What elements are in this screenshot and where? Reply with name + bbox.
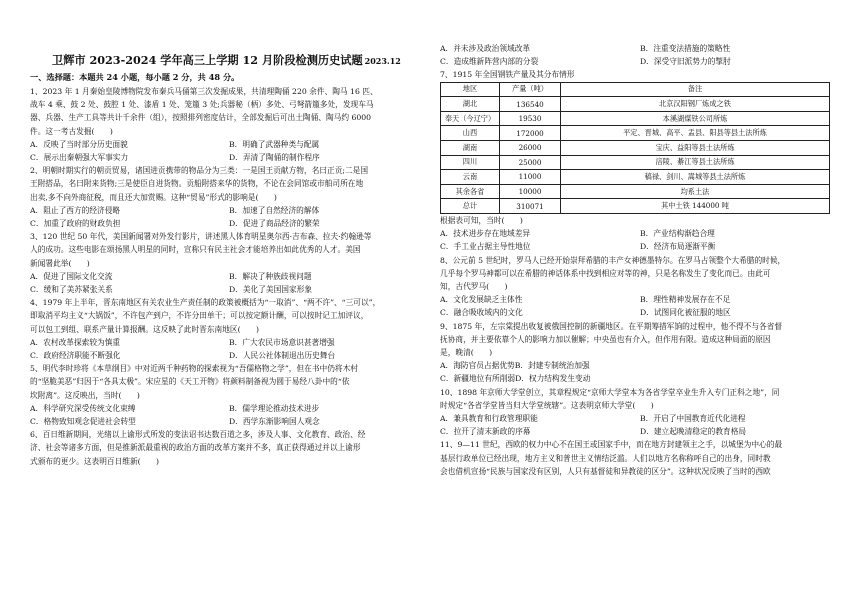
question-stem: 7、1915 年全国钢铁产量及其分布情形 [440, 70, 575, 80]
table-cell: 奉天（今辽宁） [441, 111, 500, 126]
table-header: 地区 [441, 82, 500, 97]
question-8 [440, 254, 840, 320]
question-stem: 知，古代罗马( ) [440, 281, 508, 291]
table-cell: 172000 [500, 126, 561, 141]
option-a[interactable]: A．农村改革探索较为慎重 [30, 337, 121, 347]
option-b[interactable]: B．广大农民市场意识甚著增强 [229, 337, 335, 347]
question-stem: 时规定“各省学堂皆当归大学堂统辖”。这表明京师大学堂( ) [440, 400, 654, 410]
option-d[interactable]: D．深受守旧派势力的掣肘 [640, 57, 731, 67]
option-d[interactable]: D．试图同化被征服的地区 [640, 308, 731, 318]
question-stem: 3、120 世纪 50 年代，美国新闻署对外发行影片，讲述黑人体育明星奥尔西·吉布森、拉夫·约翰逊等 [30, 232, 372, 242]
table-row [441, 126, 830, 141]
option-d[interactable]: D．人民公社体制退出历史舞台 [229, 351, 336, 361]
option-b[interactable]: B．注重变法措施的策略性 [640, 44, 731, 53]
options [440, 412, 840, 438]
table-cell: 26000 [500, 140, 561, 155]
table-cell: 10000 [500, 184, 561, 199]
question-stem: 是，晚清( ) [440, 347, 493, 357]
option-a[interactable]: A．海防官员占据优势 [440, 361, 515, 371]
option-a[interactable]: A．技术进步存在地域差异 [440, 229, 531, 239]
exam-title-text: 卫辉市 2023-2024 学年高三上学期 12 月阶段检测历史试题 [52, 53, 363, 67]
question-stem: 2、明朝时期实行的朝贡贸易，诸国进贡携带的物品分为三类：一是国王贡献方物，名曰正贡;二是国 [30, 166, 369, 176]
option-c[interactable]: C．造成维新阵营内部的分裂 [440, 57, 539, 67]
question-4 [30, 296, 428, 362]
section-heading: 一、选择题：本题共 24 小题，每小题 2 分，共 48 分。 [30, 72, 240, 82]
options [440, 359, 840, 385]
option-b[interactable]: B．明确了武器种类与配属 [229, 139, 320, 149]
option-a[interactable]: A．文化发展缺乏主体性 [440, 295, 523, 305]
option-d[interactable]: D．美化了美国国家形象 [229, 285, 313, 295]
table-row [441, 155, 830, 170]
question-stem: 1、2023 年 1 月秦始皇陵博物院发布秦兵马俑第三次发掘成果，共清理陶俑 220 余件、陶马 16 匹、 [30, 87, 378, 96]
table-row [441, 140, 830, 155]
option-c[interactable]: C．加重了政府的财政负担 [30, 219, 121, 229]
question-stem: 8、公元前 5 世纪时，罗马人已经开始崇拜希腊的丰产女神德墨特尔。在罗马占领整个大希腊的时候， [440, 255, 786, 265]
question-stem: 几乎每个罗马神都可以在希腊的神话体系中找到相应对等的神，只是名称发生了变化而已。由此可 [440, 268, 771, 278]
options [30, 204, 428, 230]
right-column [440, 42, 840, 478]
table-cell: 山西 [441, 126, 500, 141]
question-stem: 即取消平均主义“大锅饭”，不许包产到户，不许分田单干；可以按定额计酬，可以按时记工加评议， [30, 311, 369, 321]
question-stem: 9、1875 年，左宗棠提出收复被俄国控制的新疆地区。在平期筹措军饷的过程中，他不得不与各省督 [440, 321, 783, 331]
table-cell: 总计 [441, 199, 500, 214]
table-cell: 11000 [500, 170, 561, 185]
question-2 [30, 164, 428, 230]
option-d[interactable]: D．经济布局逐渐平衡 [640, 242, 716, 252]
options [30, 336, 428, 362]
option-b[interactable]: B．封建专制统治加强 [514, 361, 590, 371]
table-cell: 均系土法 [561, 184, 830, 199]
option-a[interactable]: A．阻止了西方的经济侵略 [30, 205, 121, 215]
question-9 [440, 320, 840, 386]
question-5 [30, 362, 428, 428]
question-stem: 6、百日维新期间，光绪以上谕形式所发的变法诏书达数百道之多，涉及人事、文化教育、政治、经 [30, 430, 366, 440]
left-column [30, 72, 428, 468]
question-stem: 可以包工到组、联系产量计算报酬。这反映了此时晋东南地区( ) [30, 324, 259, 334]
options [30, 402, 428, 428]
table-row [441, 199, 830, 214]
question-6 [30, 428, 428, 468]
question-stem: 基层行政单位已经出现，地方主义和普世主义情结泛滥。人们以地方名称称呼自己的出身，同时教 [440, 453, 771, 463]
table-cell: 其中土铁 144000 吨 [561, 199, 830, 214]
table-row [441, 184, 830, 199]
options [30, 270, 428, 296]
table-cell: 19530 [500, 111, 561, 126]
table-cell: 其余各省 [441, 184, 500, 199]
table-cell: 310071 [500, 199, 561, 214]
option-a[interactable]: A．反映了当时部分历史面貌 [30, 139, 128, 149]
option-a[interactable]: A．并未涉及政治领域改革 [440, 44, 531, 53]
steel-output-table [440, 82, 830, 214]
question-stem: 根据表可知，当时( ) [440, 215, 523, 225]
option-c[interactable]: C．拉开了清末新政的序幕 [440, 427, 531, 437]
question-stem: 出卖,多不向外商征税，而且还大加赏赐。这种“贸易”形式的影响是( ) [30, 192, 277, 202]
option-b[interactable]: B．开启了中国教育近代化进程 [640, 414, 746, 423]
question-stem: 5、明代李时珍将《本草纲目》中对近两千种药物的探索视为“吾儒格物之学”，但在书中仍将木村 [30, 364, 358, 374]
question-stem: 战车 4 乘、鼓 2 处、鼓腔 1 处、漆盾 1 处、笼箙 3 处;兵器秘（柄）多处、弓弩箭箙多处，发现车马 [30, 100, 374, 110]
options [440, 42, 840, 68]
table-header: 产量（吨） [500, 82, 561, 97]
question-stem: 济、社会等诸多方面，但是推新派最重视的政治方面的改革方案并不多，真正获得通过并以上谕形 [30, 443, 361, 453]
table-cell: 湖北 [441, 97, 500, 112]
question-stem: 4、1979 年上半年，晋东南地区有关农业生产责任制的政策被概括为“一取消”、“两不许”、“三可以”， [30, 298, 381, 308]
option-b[interactable]: B．儒学理论推动技术进步 [229, 403, 320, 413]
table-header: 备注 [561, 82, 830, 97]
option-b[interactable]: B．产业结构渐趋合理 [640, 229, 715, 239]
options [30, 138, 428, 164]
question-10 [440, 386, 840, 439]
table-cell: 136540 [500, 97, 561, 112]
question-stem: 件。这一考古发掘( ) [30, 126, 113, 136]
question-stem: 的“坚脆美恶”归因于“各具太极”。宋应星的《天工开物》将颜料制备视为圆于易经八卦中的“依 [30, 377, 350, 387]
table-row [441, 111, 830, 126]
table-cell: 湖南 [441, 140, 500, 155]
option-d[interactable]: D．促进了商品经济的繁荣 [229, 219, 320, 229]
question-7 [440, 68, 840, 253]
option-c[interactable]: C．缓和了美苏紧张关系 [30, 285, 113, 295]
table-cell: 本溪湖煤铁公司所炼 [561, 111, 830, 126]
option-c[interactable]: C．政府经济职能不断强化 [30, 351, 121, 361]
option-a[interactable]: A．兼具教育和行政管理职能 [440, 414, 538, 423]
table-cell: 北京汉阳钢厂炼成之铁 [561, 97, 830, 112]
question-stem: 11、9—11 世纪，西欧的权力中心不在国王或国家手中，而在地方封建领主之手，以城堡为中心的最 [440, 440, 783, 450]
option-c[interactable]: C．格物致知观念促进社会转型 [30, 417, 136, 427]
option-a[interactable]: A．科学研究深受传统文化束缚 [30, 403, 136, 413]
question-stem: 10、1898 年京师大学堂创立，其章程规定“京师大学堂本为各省学堂卒业生升入专门正科之地”，同 [440, 387, 780, 397]
option-ab [440, 359, 840, 372]
table-cell: 涪陵、綦江等县土法所炼 [561, 155, 830, 170]
question-stem: 新闻署此举( ) [30, 258, 90, 268]
option-b[interactable]: B．理性精神发展存在不足 [640, 295, 731, 305]
question-1 [30, 85, 428, 164]
option-d[interactable]: D．权力结构发生变动 [515, 374, 591, 384]
question-stem: 王附搭品，名曰附来货物;三是使臣自进货物。贡船附搭来华的货物，不论在会同馆或市舶司所在地 [30, 179, 364, 189]
table-cell: 四川 [441, 155, 500, 170]
option-d[interactable]: D．弄清了陶俑的制作程序 [229, 153, 320, 163]
option-c[interactable]: C．展示出秦朝强大军事实力 [30, 153, 129, 163]
table-header-row [441, 82, 830, 97]
table-cell: 云南 [441, 170, 500, 185]
table-row [441, 97, 830, 112]
question-stem: 人的成功。这些电影在颂扬黑人明星的同时，宣称只有民主社会才能培养出如此优秀的人才。美国 [30, 245, 361, 255]
option-c[interactable]: C．手工业占据主导性地位 [440, 242, 531, 252]
option-d[interactable]: D．建立起晚清稳定的教育格局 [640, 427, 747, 437]
question-stem: 会也借机宣扬“民族与国家没有区别，人只有基督徒和异教徒的区分”。这种状况反映了当时的西欧 [440, 466, 771, 476]
option-b[interactable]: B．加速了自然经济的解体 [229, 205, 320, 215]
table-cell: 平定、晋城、高平、盂县、阳县等县土法所炼 [561, 126, 830, 141]
question-stem: 坎附离”。这反映出，当时( ) [30, 390, 140, 400]
option-c[interactable]: C．新疆地位有所削弱 [440, 374, 516, 384]
exam-title [52, 52, 412, 68]
question-11 [440, 438, 840, 478]
option-c[interactable]: C．融合吸收域内的文化 [440, 308, 523, 318]
option-cd [440, 372, 840, 385]
options [440, 227, 840, 253]
option-b[interactable]: B．解决了种族歧视问题 [229, 271, 312, 281]
option-a[interactable]: A．促进了国际文化交流 [30, 271, 113, 281]
question-stem: 抚协商，并主要依靠个人的影响力加以催解；中央虽也有介入，但作用有限。造成这种局面的原因 [440, 334, 771, 344]
question-3 [30, 230, 428, 296]
table-cell: 稿禄、剑川、嵩城等县土法所炼 [561, 170, 830, 185]
options [440, 293, 840, 319]
question-stem: 式颁布的更少。这表明百日维新( ) [30, 456, 159, 466]
table-cell: 宝庆、益阳等县土法所炼 [561, 140, 830, 155]
question-stem: 器、兵器、生产工具等共计千余件（组），按照排列密度估计，全部发掘后可出土陶俑、陶马约 6000 [30, 113, 372, 123]
table-row [441, 170, 830, 185]
option-d[interactable]: D．西学东渐影响国人观念 [229, 417, 320, 427]
table-cell: 25000 [500, 155, 561, 170]
exam-date: 2023.12 [364, 56, 401, 66]
